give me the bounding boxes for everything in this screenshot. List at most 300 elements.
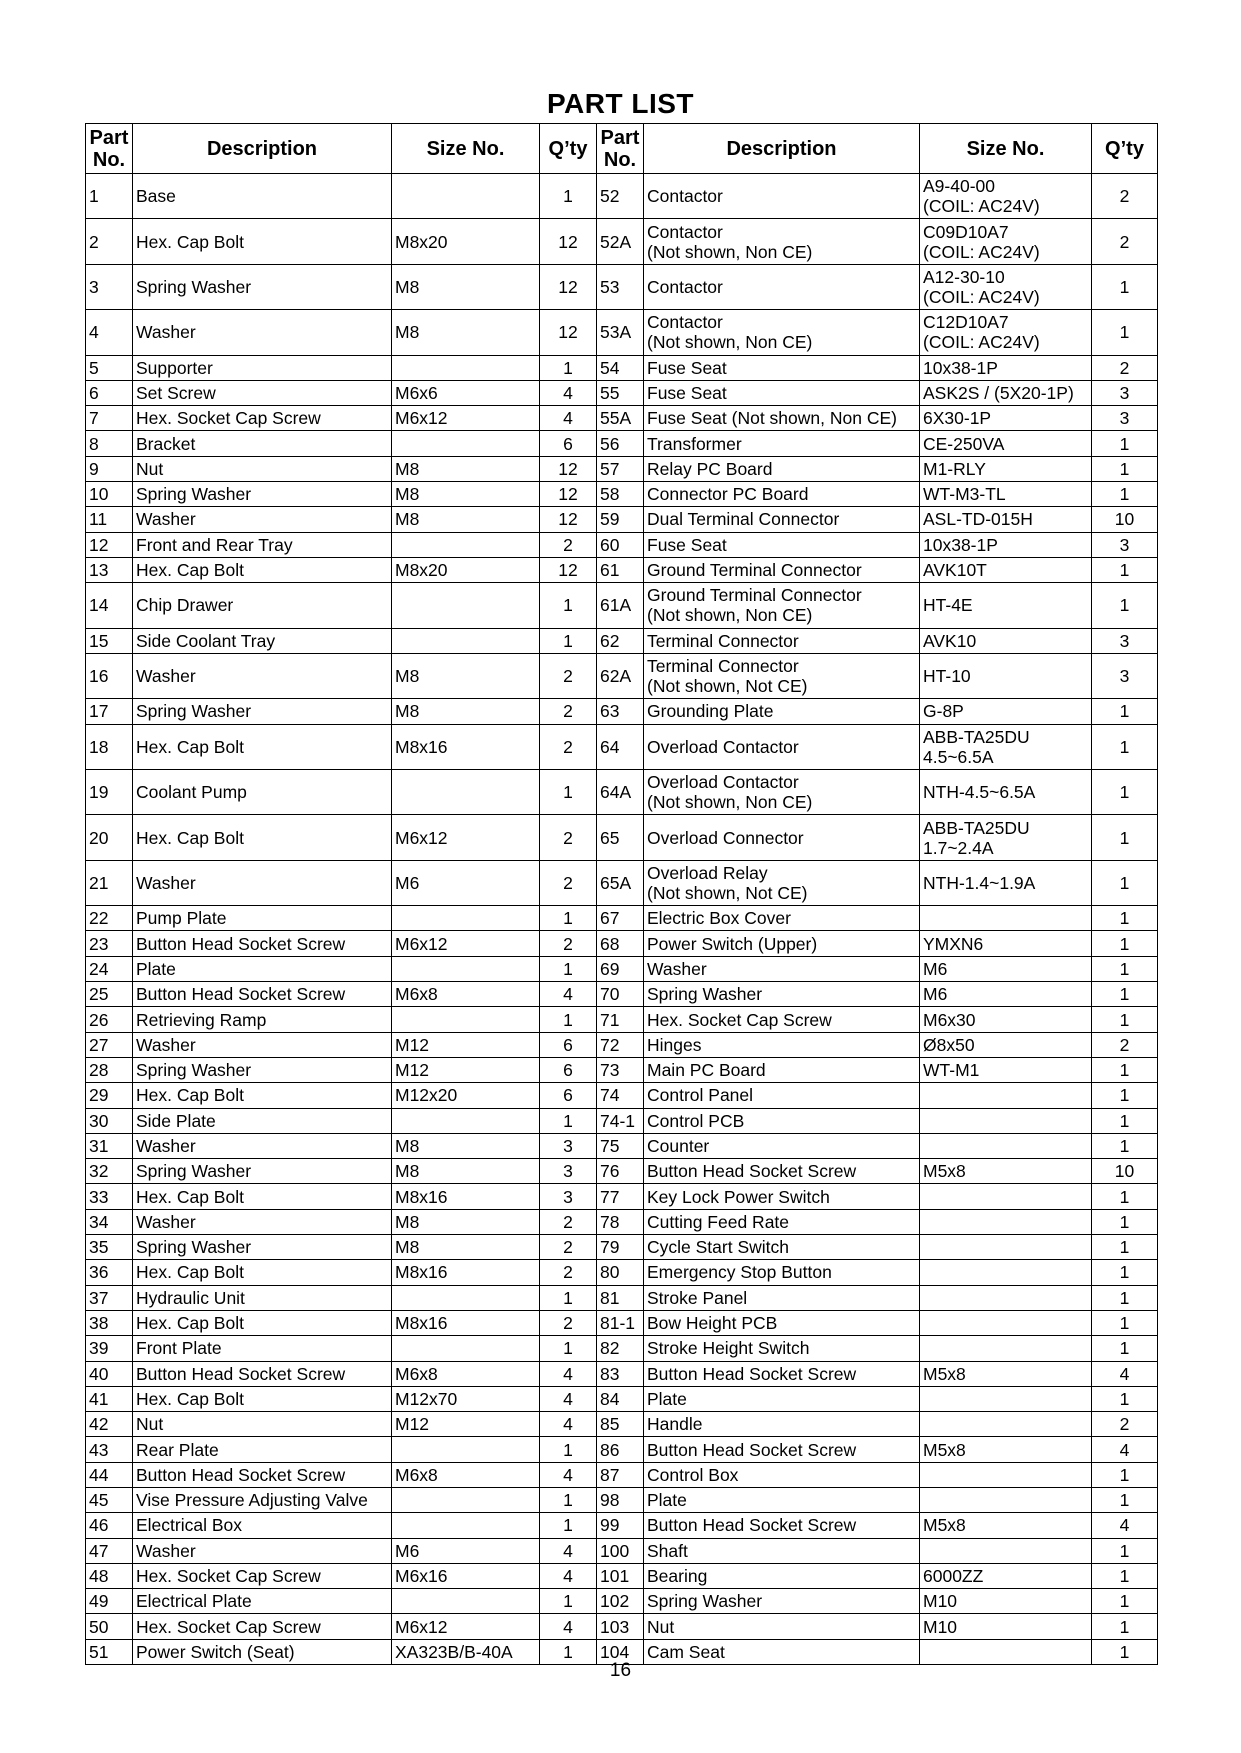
description-cell: Plate xyxy=(644,1386,920,1411)
quantity-cell: 1 xyxy=(1092,1614,1158,1639)
part-number-cell: 61 xyxy=(597,557,644,582)
description-cell: Hex. Socket Cap Screw xyxy=(133,1563,392,1588)
size-cell xyxy=(920,906,1092,931)
size-cell: HT-4E xyxy=(920,583,1092,628)
part-number-cell: 74-1 xyxy=(597,1108,644,1133)
quantity-cell: 4 xyxy=(540,982,597,1007)
size-cell xyxy=(392,628,540,653)
part-number-cell: 12 xyxy=(86,532,133,557)
description-cell: Plate xyxy=(644,1488,920,1513)
quantity-cell: 1 xyxy=(540,583,597,628)
description-cell: Button Head Socket Screw xyxy=(133,1361,392,1386)
part-number-cell: 65A xyxy=(597,860,644,905)
quantity-cell: 1 xyxy=(540,1639,597,1664)
description-cell: Control Box xyxy=(644,1462,920,1487)
part-number-cell: 17 xyxy=(86,699,133,724)
table-row xyxy=(86,355,1158,380)
part-number-cell: 29 xyxy=(86,1083,133,1108)
part-number-cell: 33 xyxy=(86,1184,133,1209)
size-cell xyxy=(392,1589,540,1614)
part-number-cell: 61A xyxy=(597,583,644,628)
quantity-cell: 2 xyxy=(1092,1032,1158,1057)
quantity-cell: 1 xyxy=(1092,583,1158,628)
part-number-cell: 86 xyxy=(597,1437,644,1462)
part-number-cell: 44 xyxy=(86,1462,133,1487)
size-cell: M5x8 xyxy=(920,1159,1092,1184)
table-row xyxy=(86,1057,1158,1082)
part-number-cell: 31 xyxy=(86,1133,133,1158)
size-cell: M6x30 xyxy=(920,1007,1092,1032)
description-cell: Washer xyxy=(133,1133,392,1158)
description-cell: Cam Seat xyxy=(644,1639,920,1664)
part-number-cell: 98 xyxy=(597,1488,644,1513)
size-cell: M10 xyxy=(920,1614,1092,1639)
description-cell: Terminal Connector xyxy=(644,628,920,653)
part-number-cell: 15 xyxy=(86,628,133,653)
quantity-cell: 4 xyxy=(540,1386,597,1411)
quantity-cell: 1 xyxy=(1092,431,1158,456)
description-cell: Overload Relay (Not shown, Not CE) xyxy=(644,860,920,905)
part-number-cell: 3 xyxy=(86,264,133,309)
size-cell: M12x20 xyxy=(392,1083,540,1108)
part-number-cell: 74 xyxy=(597,1083,644,1108)
part-number-cell: 41 xyxy=(86,1386,133,1411)
description-cell: Button Head Socket Screw xyxy=(644,1437,920,1462)
header-size-no: Size No. xyxy=(920,124,1092,174)
quantity-cell: 2 xyxy=(540,860,597,905)
quantity-cell: 1 xyxy=(1092,770,1158,815)
part-number-cell: 55A xyxy=(597,406,644,431)
table-row xyxy=(86,174,1158,219)
description-cell: Bearing xyxy=(644,1563,920,1588)
quantity-cell: 10 xyxy=(1092,507,1158,532)
description-cell: Front and Rear Tray xyxy=(133,532,392,557)
quantity-cell: 1 xyxy=(1092,1639,1158,1664)
description-cell: Stroke Height Switch xyxy=(644,1336,920,1361)
table-row xyxy=(86,1310,1158,1335)
part-number-cell: 64 xyxy=(597,724,644,769)
part-number-cell: 49 xyxy=(86,1589,133,1614)
description-cell: Washer xyxy=(133,1209,392,1234)
description-cell: Hinges xyxy=(644,1032,920,1057)
part-number-cell: 6 xyxy=(86,380,133,405)
size-cell xyxy=(920,1488,1092,1513)
table-row xyxy=(86,724,1158,769)
description-cell: Button Head Socket Screw xyxy=(133,1462,392,1487)
size-cell: C09D10A7 (COIL: AC24V) xyxy=(920,219,1092,264)
description-cell: Side Coolant Tray xyxy=(133,628,392,653)
quantity-cell: 1 xyxy=(1092,906,1158,931)
size-cell xyxy=(920,1260,1092,1285)
description-cell: Cycle Start Switch xyxy=(644,1235,920,1260)
part-number-cell: 104 xyxy=(597,1639,644,1664)
description-cell: Ground Terminal Connector xyxy=(644,557,920,582)
size-cell: M12 xyxy=(392,1032,540,1057)
description-cell: Overload Connector xyxy=(644,815,920,860)
part-number-cell: 8 xyxy=(86,431,133,456)
part-number-cell: 2 xyxy=(86,219,133,264)
part-number-cell: 28 xyxy=(86,1057,133,1082)
description-cell: Spring Washer xyxy=(644,1589,920,1614)
size-cell: C12D10A7 (COIL: AC24V) xyxy=(920,310,1092,355)
table-row xyxy=(86,532,1158,557)
size-cell: ABB-TA25DU 1.7~2.4A xyxy=(920,815,1092,860)
table-row xyxy=(86,482,1158,507)
part-number-cell: 57 xyxy=(597,456,644,481)
description-cell: Stroke Panel xyxy=(644,1285,920,1310)
size-cell: CE-250VA xyxy=(920,431,1092,456)
part-number-cell: 18 xyxy=(86,724,133,769)
size-cell: M8x20 xyxy=(392,219,540,264)
quantity-cell: 3 xyxy=(1092,628,1158,653)
quantity-cell: 4 xyxy=(540,406,597,431)
table-row xyxy=(86,431,1158,456)
table-row xyxy=(86,1412,1158,1437)
size-cell xyxy=(392,1108,540,1133)
table-row xyxy=(86,1108,1158,1133)
size-cell: WT-M3-TL xyxy=(920,482,1092,507)
size-cell xyxy=(920,1184,1092,1209)
table-row xyxy=(86,1209,1158,1234)
part-number-cell: 30 xyxy=(86,1108,133,1133)
header-description: Description xyxy=(644,124,920,174)
part-number-cell: 43 xyxy=(86,1437,133,1462)
description-cell: Hex. Cap Bolt xyxy=(133,1184,392,1209)
part-number-cell: 62A xyxy=(597,653,644,698)
size-cell xyxy=(920,1538,1092,1563)
part-number-cell: 83 xyxy=(597,1361,644,1386)
size-cell xyxy=(920,1310,1092,1335)
quantity-cell: 1 xyxy=(1092,1285,1158,1310)
table-row xyxy=(86,1462,1158,1487)
size-cell: M8x16 xyxy=(392,1184,540,1209)
description-cell: Overload Contactor (Not shown, Non CE) xyxy=(644,770,920,815)
quantity-cell: 1 xyxy=(1092,1209,1158,1234)
quantity-cell: 6 xyxy=(540,1032,597,1057)
description-cell: Contactor xyxy=(644,264,920,309)
part-number-cell: 42 xyxy=(86,1412,133,1437)
table-row xyxy=(86,557,1158,582)
description-cell: Spring Washer xyxy=(133,264,392,309)
quantity-cell: 1 xyxy=(540,1513,597,1538)
description-cell: Washer xyxy=(133,1538,392,1563)
description-cell: Button Head Socket Screw xyxy=(644,1159,920,1184)
size-cell xyxy=(392,1437,540,1462)
part-number-cell: 38 xyxy=(86,1310,133,1335)
quantity-cell: 2 xyxy=(540,1310,597,1335)
description-cell: Plate xyxy=(133,956,392,981)
table-row xyxy=(86,1488,1158,1513)
part-number-cell: 46 xyxy=(86,1513,133,1538)
part-number-cell: 50 xyxy=(86,1614,133,1639)
quantity-cell: 12 xyxy=(540,557,597,582)
quantity-cell: 12 xyxy=(540,482,597,507)
description-cell: Nut xyxy=(133,1412,392,1437)
part-number-cell: 14 xyxy=(86,583,133,628)
quantity-cell: 1 xyxy=(1092,456,1158,481)
size-cell xyxy=(392,956,540,981)
description-cell: Handle xyxy=(644,1412,920,1437)
table-row xyxy=(86,1133,1158,1158)
description-cell: Button Head Socket Screw xyxy=(133,982,392,1007)
size-cell: 10x38-1P xyxy=(920,355,1092,380)
table-row xyxy=(86,310,1158,355)
quantity-cell: 1 xyxy=(1092,1386,1158,1411)
size-cell: M8 xyxy=(392,699,540,724)
quantity-cell: 12 xyxy=(540,264,597,309)
size-cell: M8 xyxy=(392,1235,540,1260)
quantity-cell: 1 xyxy=(1092,1057,1158,1082)
size-cell xyxy=(392,1513,540,1538)
quantity-cell: 12 xyxy=(540,219,597,264)
size-cell: M8x16 xyxy=(392,1310,540,1335)
part-number-cell: 4 xyxy=(86,310,133,355)
size-cell: 6000ZZ xyxy=(920,1563,1092,1588)
size-cell: XA323B/B-40A xyxy=(392,1639,540,1664)
size-cell: M8 xyxy=(392,310,540,355)
quantity-cell: 3 xyxy=(1092,406,1158,431)
part-number-cell: 51 xyxy=(86,1639,133,1664)
description-cell: Washer xyxy=(644,956,920,981)
table-row xyxy=(86,1184,1158,1209)
quantity-cell: 12 xyxy=(540,456,597,481)
quantity-cell: 4 xyxy=(540,1563,597,1588)
quantity-cell: 3 xyxy=(1092,532,1158,557)
table-header-row xyxy=(86,124,1158,174)
quantity-cell: 1 xyxy=(1092,982,1158,1007)
table-row xyxy=(86,1260,1158,1285)
quantity-cell: 3 xyxy=(540,1133,597,1158)
part-number-cell: 22 xyxy=(86,906,133,931)
part-number-cell: 53 xyxy=(597,264,644,309)
header-qty: Q’ty xyxy=(540,124,597,174)
quantity-cell: 1 xyxy=(540,628,597,653)
part-number-cell: 69 xyxy=(597,956,644,981)
size-cell: M8 xyxy=(392,482,540,507)
page-number: 16 xyxy=(609,1660,632,1681)
part-number-cell: 75 xyxy=(597,1133,644,1158)
header-description: Description xyxy=(133,124,392,174)
size-cell xyxy=(392,1336,540,1361)
description-cell: Washer xyxy=(133,310,392,355)
size-cell: M8 xyxy=(392,653,540,698)
header-part-no: Part No. xyxy=(86,124,133,174)
size-cell: M8x20 xyxy=(392,557,540,582)
description-cell: Power Switch (Upper) xyxy=(644,931,920,956)
part-number-cell: 99 xyxy=(597,1513,644,1538)
table-row xyxy=(86,1159,1158,1184)
description-cell: Supporter xyxy=(133,355,392,380)
part-number-cell: 59 xyxy=(597,507,644,532)
part-number-cell: 58 xyxy=(597,482,644,507)
size-cell: A12-30-10 (COIL: AC24V) xyxy=(920,264,1092,309)
size-cell xyxy=(920,1462,1092,1487)
part-number-cell: 100 xyxy=(597,1538,644,1563)
quantity-cell: 1 xyxy=(1092,860,1158,905)
description-cell: Hex. Cap Bolt xyxy=(133,557,392,582)
description-cell: Contactor xyxy=(644,174,920,219)
size-cell: M12 xyxy=(392,1057,540,1082)
table-row xyxy=(86,1032,1158,1057)
description-cell: Hydraulic Unit xyxy=(133,1285,392,1310)
size-cell: M6 xyxy=(920,956,1092,981)
header-part-no: Part No. xyxy=(597,124,644,174)
description-cell: Bow Height PCB xyxy=(644,1310,920,1335)
part-number-cell: 27 xyxy=(86,1032,133,1057)
part-number-cell: 78 xyxy=(597,1209,644,1234)
size-cell: Ø8x50 xyxy=(920,1032,1092,1057)
size-cell xyxy=(920,1108,1092,1133)
part-number-cell: 68 xyxy=(597,931,644,956)
description-cell: Fuse Seat (Not shown, Non CE) xyxy=(644,406,920,431)
quantity-cell: 2 xyxy=(1092,219,1158,264)
quantity-cell: 1 xyxy=(1092,1538,1158,1563)
quantity-cell: 1 xyxy=(540,174,597,219)
table-row xyxy=(86,1386,1158,1411)
description-cell: Spring Washer xyxy=(133,699,392,724)
header-qty: Q’ty xyxy=(1092,124,1158,174)
quantity-cell: 2 xyxy=(540,1235,597,1260)
size-cell xyxy=(920,1209,1092,1234)
description-cell: Connector PC Board xyxy=(644,482,920,507)
description-cell: Hex. Socket Cap Screw xyxy=(133,1614,392,1639)
part-number-cell: 55 xyxy=(597,380,644,405)
table-row xyxy=(86,1513,1158,1538)
quantity-cell: 2 xyxy=(540,699,597,724)
description-cell: Dual Terminal Connector xyxy=(644,507,920,532)
size-cell xyxy=(392,355,540,380)
quantity-cell: 1 xyxy=(1092,1336,1158,1361)
quantity-cell: 1 xyxy=(1092,931,1158,956)
description-cell: Relay PC Board xyxy=(644,456,920,481)
part-number-cell: 23 xyxy=(86,931,133,956)
header-size-no: Size No. xyxy=(392,124,540,174)
description-cell: Spring Washer xyxy=(644,982,920,1007)
quantity-cell: 2 xyxy=(1092,1412,1158,1437)
quantity-cell: 1 xyxy=(540,1007,597,1032)
table-row xyxy=(86,1563,1158,1588)
part-number-cell: 101 xyxy=(597,1563,644,1588)
description-cell: Hex. Socket Cap Screw xyxy=(133,406,392,431)
table-row xyxy=(86,264,1158,309)
quantity-cell: 1 xyxy=(540,1437,597,1462)
size-cell: M6x12 xyxy=(392,815,540,860)
quantity-cell: 1 xyxy=(1092,482,1158,507)
part-number-cell: 72 xyxy=(597,1032,644,1057)
size-cell xyxy=(392,1007,540,1032)
part-number-cell: 80 xyxy=(597,1260,644,1285)
table-row xyxy=(86,507,1158,532)
quantity-cell: 1 xyxy=(1092,1133,1158,1158)
description-cell: Key Lock Power Switch xyxy=(644,1184,920,1209)
quantity-cell: 1 xyxy=(1092,1108,1158,1133)
part-number-cell: 70 xyxy=(597,982,644,1007)
part-number-cell: 21 xyxy=(86,860,133,905)
part-number-cell: 76 xyxy=(597,1159,644,1184)
quantity-cell: 1 xyxy=(1092,1589,1158,1614)
page-title: PART LIST xyxy=(546,88,695,119)
table-row xyxy=(86,456,1158,481)
quantity-cell: 1 xyxy=(1092,1462,1158,1487)
description-cell: Vise Pressure Adjusting Valve xyxy=(133,1488,392,1513)
part-number-cell: 103 xyxy=(597,1614,644,1639)
part-number-cell: 56 xyxy=(597,431,644,456)
part-number-cell: 26 xyxy=(86,1007,133,1032)
quantity-cell: 1 xyxy=(1092,1083,1158,1108)
description-cell: Counter xyxy=(644,1133,920,1158)
quantity-cell: 3 xyxy=(1092,653,1158,698)
part-number-cell: 85 xyxy=(597,1412,644,1437)
size-cell: M12 xyxy=(392,1412,540,1437)
part-number-cell: 20 xyxy=(86,815,133,860)
description-cell: Electrical Plate xyxy=(133,1589,392,1614)
table-row xyxy=(86,982,1158,1007)
description-cell: Control PCB xyxy=(644,1108,920,1133)
table-row xyxy=(86,583,1158,628)
part-number-cell: 5 xyxy=(86,355,133,380)
size-cell xyxy=(392,583,540,628)
quantity-cell: 1 xyxy=(1092,1488,1158,1513)
quantity-cell: 4 xyxy=(540,1462,597,1487)
part-number-cell: 60 xyxy=(597,532,644,557)
table-row xyxy=(86,653,1158,698)
description-cell: Spring Washer xyxy=(133,1159,392,1184)
quantity-cell: 2 xyxy=(540,815,597,860)
part-number-cell: 52A xyxy=(597,219,644,264)
description-cell: Spring Washer xyxy=(133,1057,392,1082)
size-cell xyxy=(920,1083,1092,1108)
table-row xyxy=(86,906,1158,931)
description-cell: Washer xyxy=(133,1032,392,1057)
part-number-cell: 37 xyxy=(86,1285,133,1310)
size-cell: WT-M1 xyxy=(920,1057,1092,1082)
quantity-cell: 1 xyxy=(540,956,597,981)
description-cell: Hex. Cap Bolt xyxy=(133,1083,392,1108)
description-cell: Button Head Socket Screw xyxy=(133,931,392,956)
size-cell: M8 xyxy=(392,264,540,309)
quantity-cell: 1 xyxy=(540,1589,597,1614)
quantity-cell: 1 xyxy=(1092,310,1158,355)
quantity-cell: 2 xyxy=(540,532,597,557)
description-cell: Overload Contactor xyxy=(644,724,920,769)
part-number-cell: 19 xyxy=(86,770,133,815)
description-cell: Hex. Socket Cap Screw xyxy=(644,1007,920,1032)
size-cell: AVK10 xyxy=(920,628,1092,653)
size-cell: M6 xyxy=(392,860,540,905)
size-cell: M6x12 xyxy=(392,931,540,956)
size-cell: M8 xyxy=(392,456,540,481)
quantity-cell: 1 xyxy=(1092,557,1158,582)
description-cell: Washer xyxy=(133,860,392,905)
table-row xyxy=(86,1336,1158,1361)
quantity-cell: 3 xyxy=(540,1159,597,1184)
description-cell: Base xyxy=(133,174,392,219)
size-cell xyxy=(392,906,540,931)
size-cell: 6X30-1P xyxy=(920,406,1092,431)
description-cell: Electric Box Cover xyxy=(644,906,920,931)
description-cell: Washer xyxy=(133,653,392,698)
quantity-cell: 4 xyxy=(540,1361,597,1386)
size-cell: M8 xyxy=(392,507,540,532)
quantity-cell: 1 xyxy=(540,1336,597,1361)
description-cell: Terminal Connector (Not shown, Not CE) xyxy=(644,653,920,698)
description-cell: Ground Terminal Connector (Not shown, Non CE) xyxy=(644,583,920,628)
quantity-cell: 2 xyxy=(540,1260,597,1285)
part-number-cell: 7 xyxy=(86,406,133,431)
part-number-cell: 65 xyxy=(597,815,644,860)
quantity-cell: 1 xyxy=(540,770,597,815)
size-cell: 10x38-1P xyxy=(920,532,1092,557)
